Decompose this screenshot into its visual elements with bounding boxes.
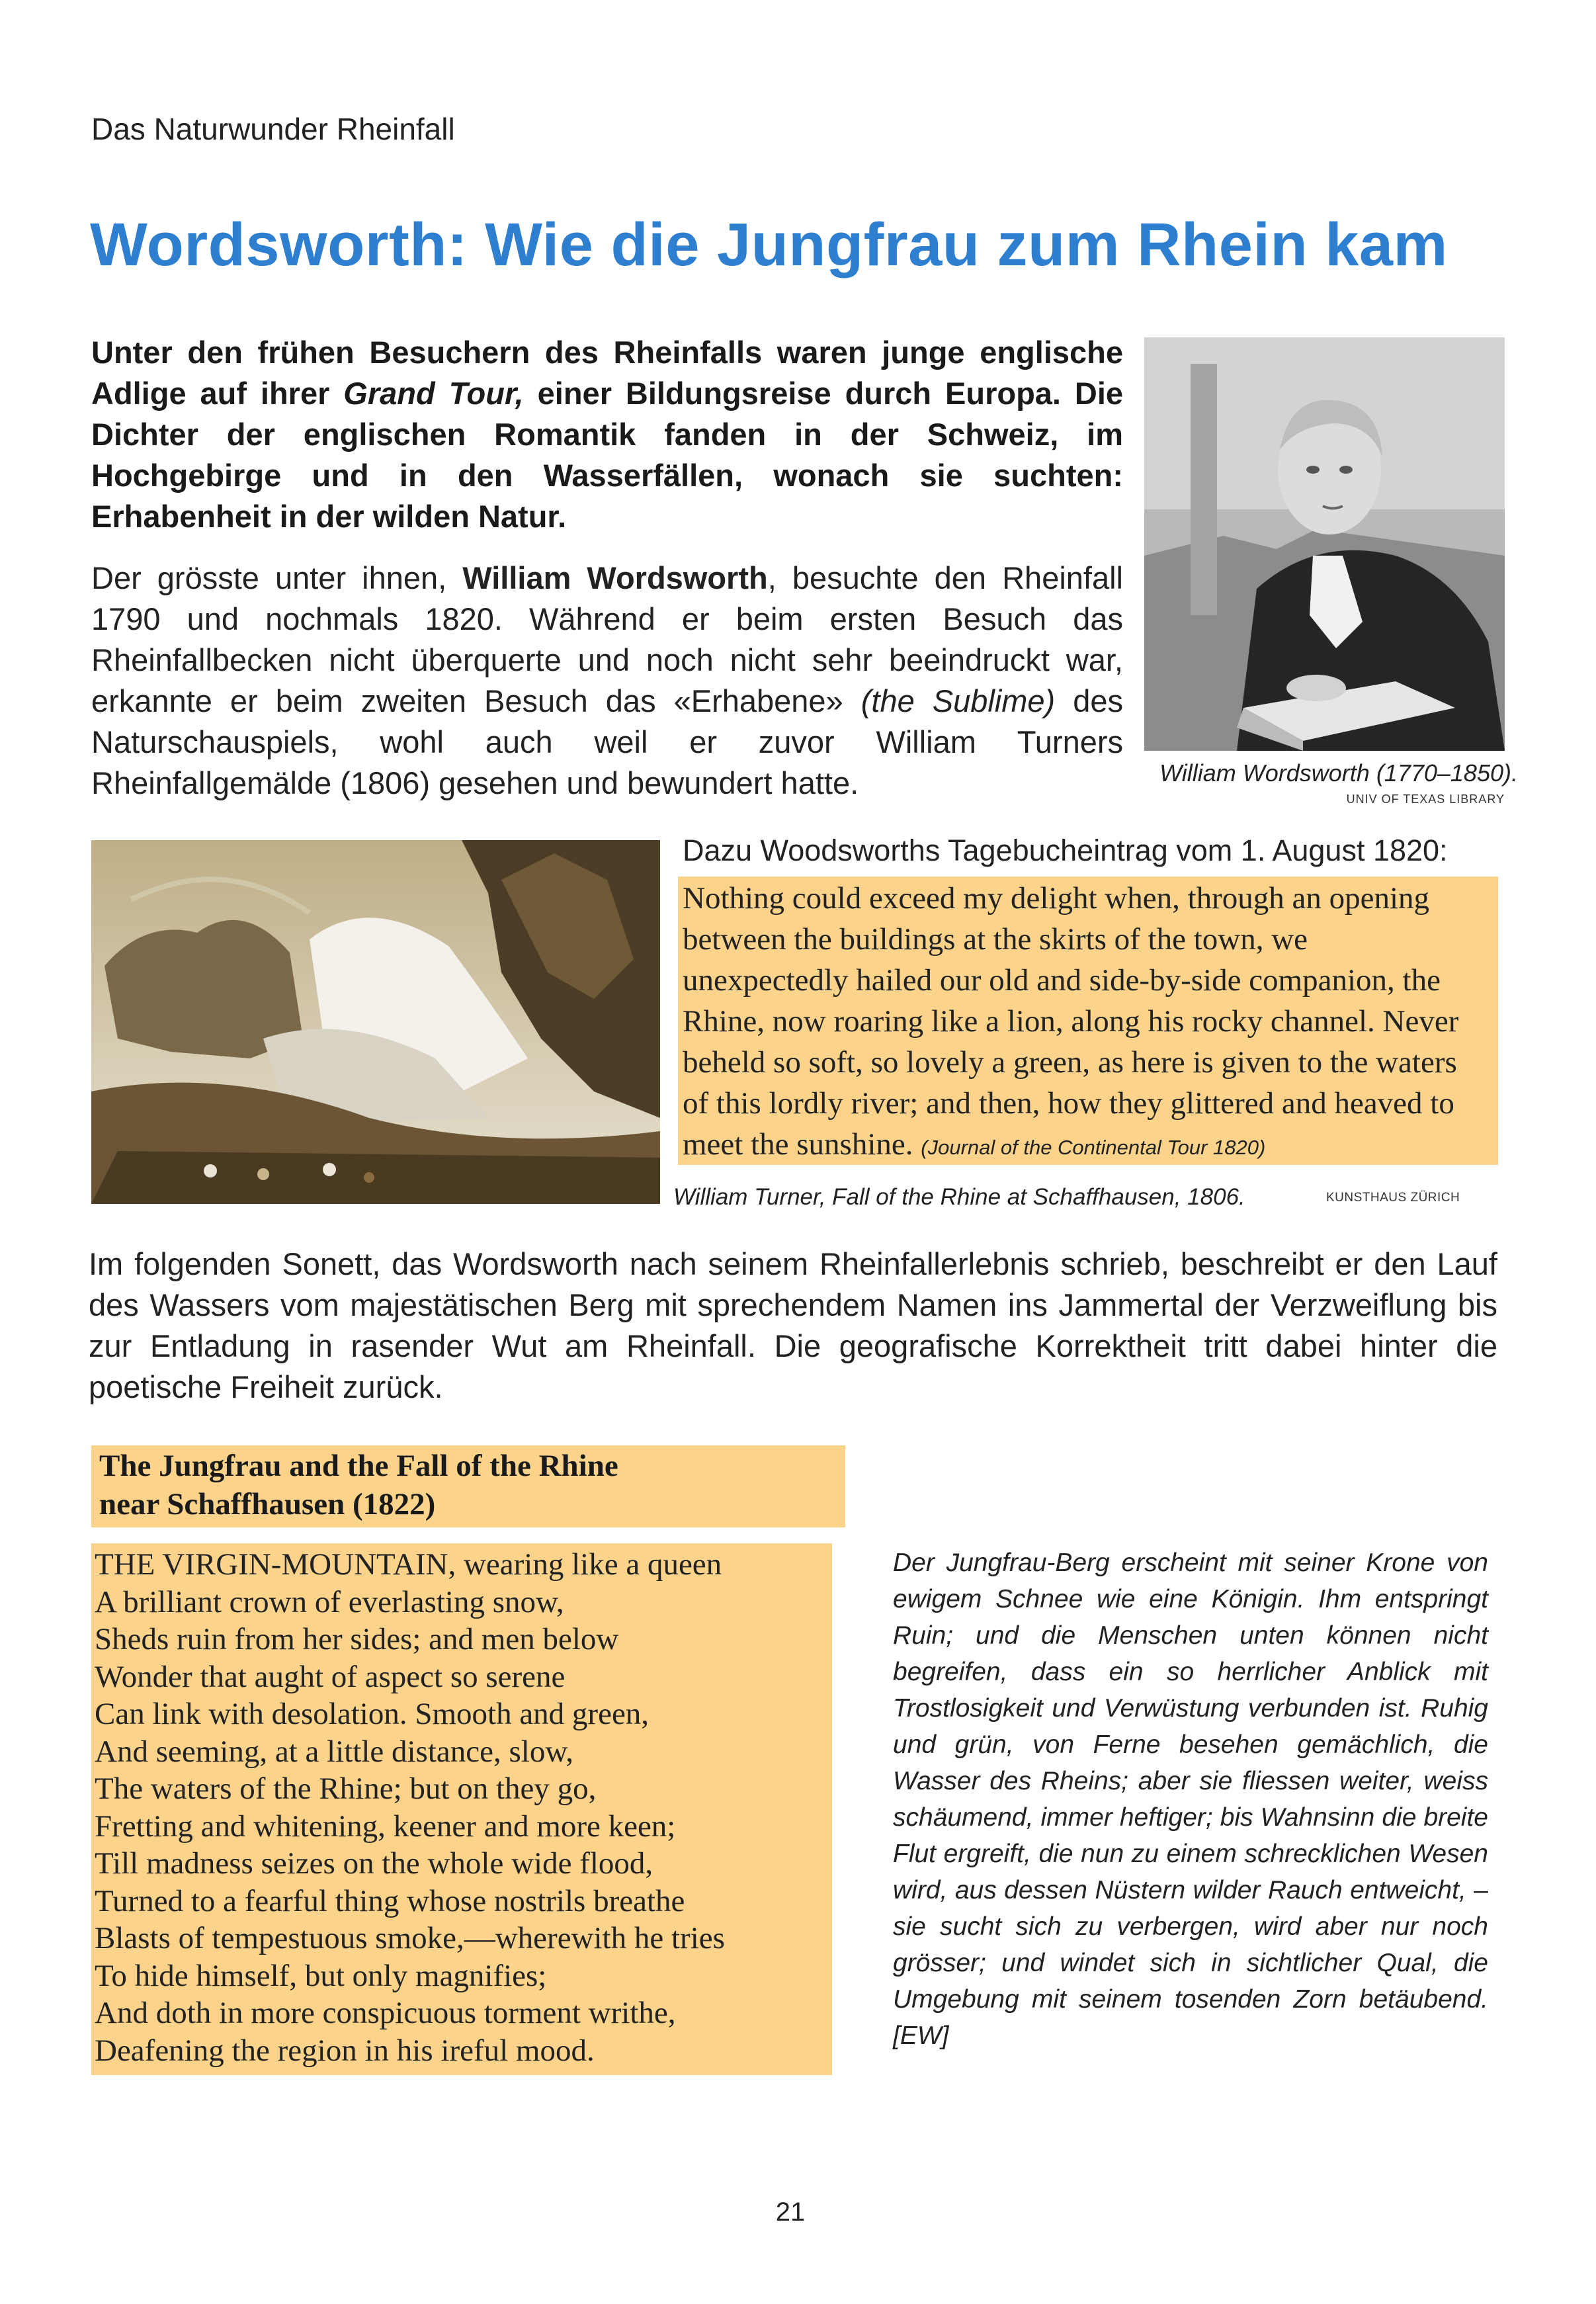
portrait-illustration (1144, 337, 1505, 751)
poem-line: Turned to a fearful thing whose nostrils breathe (95, 1883, 685, 1918)
poem-text (95, 1546, 829, 2069)
intro-text-2: einer Bildungsreise durch Europa. Die Dichter der englischen Romantik fanden in der Schweiz, im Hochgebirge und in den Wasserfällen, wonach sie suchten: Erhabenheit in der wilden Natur. (91, 376, 1124, 534)
poem-title (99, 1447, 827, 1523)
para1-text-2: , besuchte den Rheinfall 1790 und nochmals 1820. Während er beim ersten Besuch das Rheinfallbecken nicht überquerte und noch nicht sehr beeindruckt war, erkannte er beim zweiten Besuch das «Erhabene» (91, 560, 1123, 718)
poem-line: To hide himself, but only magnifies; (95, 1958, 547, 1993)
intro-emphasis: Grand Tour, (343, 376, 524, 411)
wordsworth-paragraph (91, 558, 1123, 804)
poem-line: Till madness seizes on the whole wide flood, (95, 1846, 653, 1881)
painting-caption: William Turner, Fall of the Rhine at Schaffhausen, 1806. (673, 1184, 1245, 1210)
poem-title-line-2: near Schaffhausen (1822) (99, 1487, 436, 1521)
para1-text-1: Der grösste unter ihnen, (91, 560, 463, 595)
para1-name: William Wordsworth (462, 560, 768, 595)
page-title: Wordsworth: Wie die Jungfrau zum Rhein kam (90, 211, 1448, 278)
poem-line: Wonder that aught of aspect so serene (95, 1659, 566, 1694)
intro-text-1: Unter den frühen Besuchern des Rheinfalls waren junge englische Adlige auf ihrer (91, 335, 1123, 411)
poem-translation: Der Jungfrau-Berg erscheint mit seiner Krone von ewigem Schnee wie eine Königin. Ihm entspringt Ruin; und die Menschen unten können nicht begreifen, dass ein so herrlicher Anblick mit Trostlosigkeit und Verwüstung verbunden ist. Ruhig und grün, von Ferne besehen gemächlich, die Wasser des Rheins; aber sie fliessen weiter, weiss schäumend, immer heftiger; bis Wahnsinn die breite Flut ergreift, die nun zu einem schrecklichen Wesen wird, aus dessen Nüstern wilder Rauch entweicht, – sie sucht sich zu verbergen, wird aber nur noch grösser; und windet sich in sichtlicher Qual, die Umgebung mit seinem tosenden Zorn betäubend. [EW] (893, 1549, 1488, 2050)
diary-quote-text: Nothing could exceed my delight when, through an opening between the buildings at the skirts of the town, we unexpectedly hailed our old and side-by-side companion, the Rhine, now roaring like a lion, along his rocky channel. Never beheld so soft, so lovely a green, as here is given to the waters of this lordly river; and then, how they glittered and heaved to meet the sunshine. (683, 881, 1459, 1162)
page-number: 21 (775, 2197, 806, 2227)
poem-line: A brilliant crown of everlasting snow, (95, 1584, 564, 1619)
diary-quote (683, 878, 1463, 1168)
poem-line: And seeming, at a little distance, slow, (95, 1734, 573, 1769)
poem-line: Deafening the region in his ireful mood. (95, 2033, 595, 2068)
sonnet-intro-paragraph: Im folgenden Sonett, das Wordsworth nach seinem Rheinfallerlebnis schrieb, beschreibt er den Lauf des Wassers vom majestätischen Berg mit sprechendem Namen ins Jammertal der Verzweiflung bis zur Entladung in rasender Wut am Rheinfall. Die geografische Korrektheit tritt dabei hinter die poetische Freiheit zurück. (89, 1246, 1497, 1404)
poem-line: Sheds ruin from her sides; and men below (95, 1622, 619, 1656)
poem-line: Fretting and whitening, keener and more keen; (95, 1809, 676, 1844)
diary-intro: Dazu Woodsworths Tagebucheintrag vom 1. August 1820: (683, 833, 1448, 867)
poem-line: Can link with desolation. Smooth and green, (95, 1697, 650, 1731)
portrait-caption: William Wordsworth (1770–1850). (1159, 759, 1518, 787)
para1-text-3: des Naturschauspiels, wohl auch weil er zuvor William Turners Rheinfallgemälde (1806) gesehen und bewundert hatte. (91, 683, 1124, 800)
wordsworth-portrait-image (1144, 337, 1505, 751)
poem-line: And doth in more conspicuous torment writhe, (95, 1996, 676, 2030)
portrait-credit: UNIV OF TEXAS LIBRARY (1346, 792, 1505, 806)
poem-title-line-1: The Jungfrau and the Fall of the Rhine (99, 1449, 618, 1483)
painting-credit: KUNSTHAUS ZÜRICH (1326, 1191, 1460, 1205)
running-header: Das Naturwunder Rheinfall (91, 112, 455, 146)
poem-line: The waters of the Rhine; but on they go, (95, 1771, 597, 1806)
poem-line: Blasts of tempestuous smoke,—wherewith he tries (95, 1921, 725, 1955)
para1-emphasis: (the Sublime) (861, 683, 1056, 718)
diary-quote-source: (Journal of the Continental Tour 1820) (921, 1136, 1266, 1159)
painting-illustration (91, 840, 660, 1204)
turner-painting-image (91, 840, 660, 1204)
intro-paragraph (91, 332, 1123, 537)
poem-line: THE VIRGIN-MOUNTAIN, wearing like a queen (95, 1547, 722, 1582)
